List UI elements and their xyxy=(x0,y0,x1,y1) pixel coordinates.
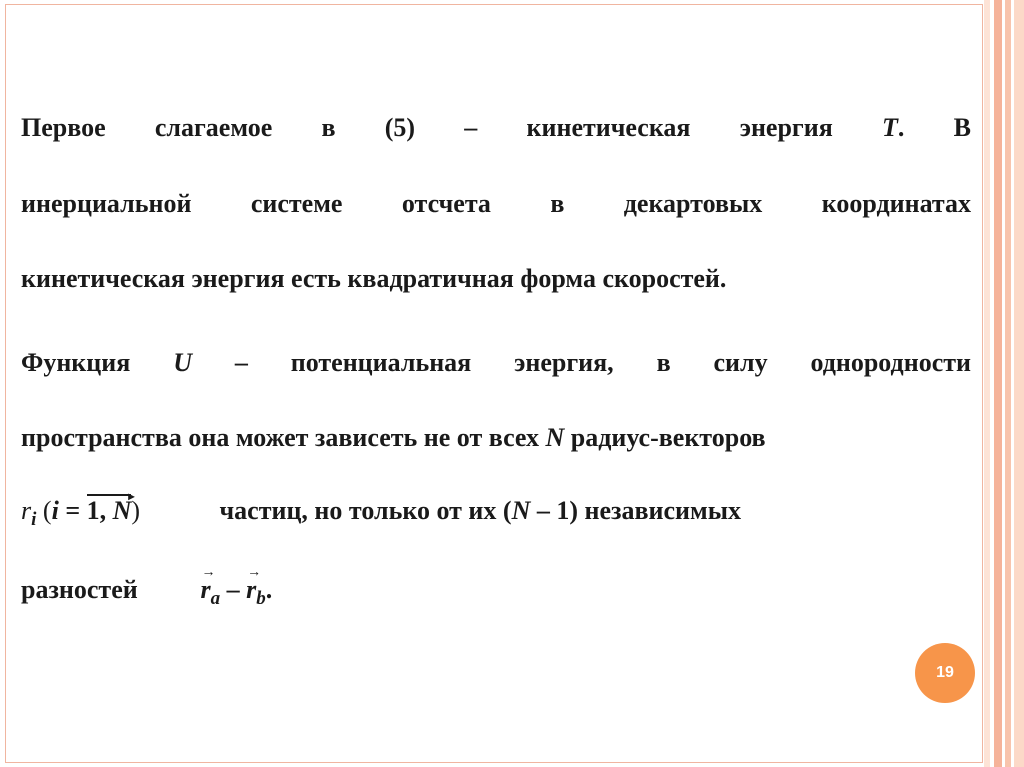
text-line-4: Функция U – потенциальная энергия, в силу однородности xyxy=(21,348,971,377)
formula-ra-minus-rb: → $r_a$ – → $r_b$. xyxy=(200,565,273,609)
text-line-1: Первое слагаемое в (5) – кинетическая энергия T. В xyxy=(21,113,971,142)
text-line-6: $r_i$ (i = ▸ 1, N) частиц, но только от их (N – 1) независимых xyxy=(21,489,742,530)
page-number: 19 xyxy=(936,664,954,681)
text-line-3: кинетическая энергия есть квадратичная форма скоростей. xyxy=(21,264,727,293)
text-line-2: инерциальной системе отсчета в декартовых координатах xyxy=(21,189,971,218)
page-number-badge xyxy=(915,643,975,703)
text-line-5: пространства она может зависеть не от всех N радиус-векторов xyxy=(21,423,766,452)
formula-ri-range: $r_i$ (i = ▸ 1, N) xyxy=(21,489,141,530)
decorative-side-stripes xyxy=(984,0,1024,767)
text-line-7: разностей → $r_a$ – → $r_b$. xyxy=(21,565,273,609)
